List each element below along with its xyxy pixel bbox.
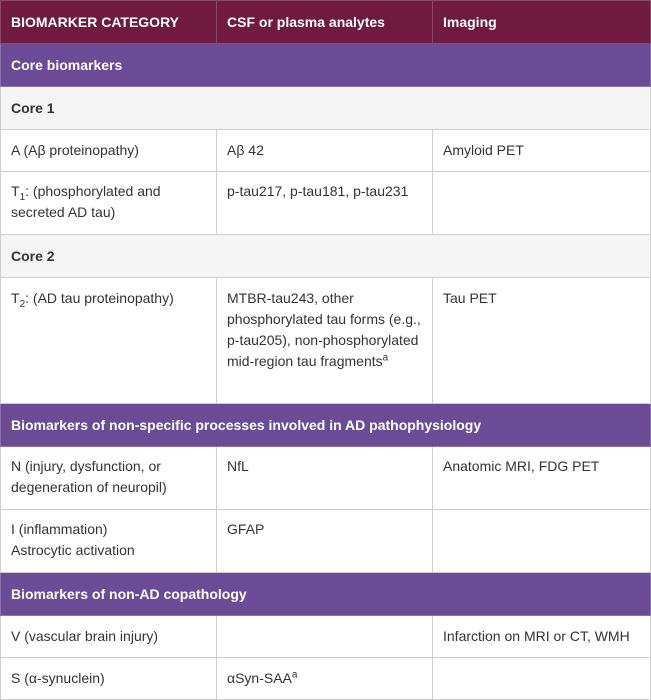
header-imaging: Imaging (433, 1, 651, 44)
table-row-v (1, 616, 651, 658)
header-csf-plasma: CSF or plasma analytes (217, 1, 433, 44)
section-row-core (1, 44, 651, 87)
t2-prefix: T (11, 290, 20, 306)
cell-imaging-a: Amyloid PET (433, 130, 651, 172)
cell-analytes-t1: p-tau217, p-tau181, p-tau231 (217, 172, 433, 235)
section-title-nonad: Biomarkers of non-AD copathology (1, 573, 651, 616)
cell-category-v: V (vascular brain injury) (1, 616, 217, 658)
cell-analytes-t2 (217, 278, 433, 404)
cell-imaging-n: Anatomic MRI, FDG PET (433, 447, 651, 510)
table-row-a (1, 130, 651, 172)
subsection-row-core2 (1, 235, 651, 278)
table-row-t1 (1, 172, 651, 235)
i-line2: Astrocytic activation (11, 542, 135, 558)
cell-category-s: S (α-synuclein) (1, 658, 217, 700)
header-biomarker-category: BIOMARKER CATEGORY (1, 1, 217, 44)
cell-imaging-v: Infarction on MRI or CT, WMH (433, 616, 651, 658)
cell-category-i (1, 510, 217, 573)
table-row-n (1, 447, 651, 510)
section-title-nonspecific: Biomarkers of non-specific processes involved in AD pathophysiology (1, 404, 651, 447)
i-line1: I (inflammation) (11, 521, 108, 537)
cell-imaging-t2: Tau PET (433, 278, 651, 404)
cell-category-n: N (injury, dysfunction, or degeneration of neuropil) (1, 447, 217, 510)
cell-analytes-v (217, 616, 433, 658)
s-footnote-marker: a (291, 669, 298, 681)
subsection-row-core1 (1, 87, 651, 130)
t2-rest: : (AD tau proteinopathy) (25, 290, 174, 306)
subsection-title-core2: Core 2 (1, 235, 651, 278)
section-row-nonspecific (1, 404, 651, 447)
section-row-nonad (1, 573, 651, 616)
t1-rest: : (phosphorylated and secreted AD tau) (11, 183, 161, 220)
t1-subscript: 1 (19, 191, 26, 203)
subsection-title-core1: Core 1 (1, 87, 651, 130)
section-title-core: Core biomarkers (1, 44, 651, 87)
cell-imaging-s (433, 658, 651, 700)
cell-category-t1 (1, 172, 217, 235)
cell-analytes-i: GFAP (217, 510, 433, 573)
table-header-row (1, 1, 651, 44)
table-row-t2 (1, 278, 651, 404)
cell-analytes-a: Aβ 42 (217, 130, 433, 172)
cell-analytes-s (217, 658, 433, 700)
table-row-i (1, 510, 651, 573)
t2-analytes-text: MTBR-tau243, other phosphorylated tau forms (e.g., p-tau205), non-phosphorylated mid-region tau fragments (227, 290, 421, 369)
t1-prefix: T (11, 183, 20, 199)
s-analytes-text: αSyn-SAA (227, 670, 292, 686)
table-row-s (1, 658, 651, 700)
cell-imaging-i (433, 510, 651, 573)
t2-subscript: 2 (19, 298, 26, 310)
cell-category-t2 (1, 278, 217, 404)
cell-analytes-n: NfL (217, 447, 433, 510)
cell-imaging-t1 (433, 172, 651, 235)
t2-footnote-marker: a (382, 352, 389, 364)
cell-category-a: A (Aβ proteinopathy) (1, 130, 217, 172)
